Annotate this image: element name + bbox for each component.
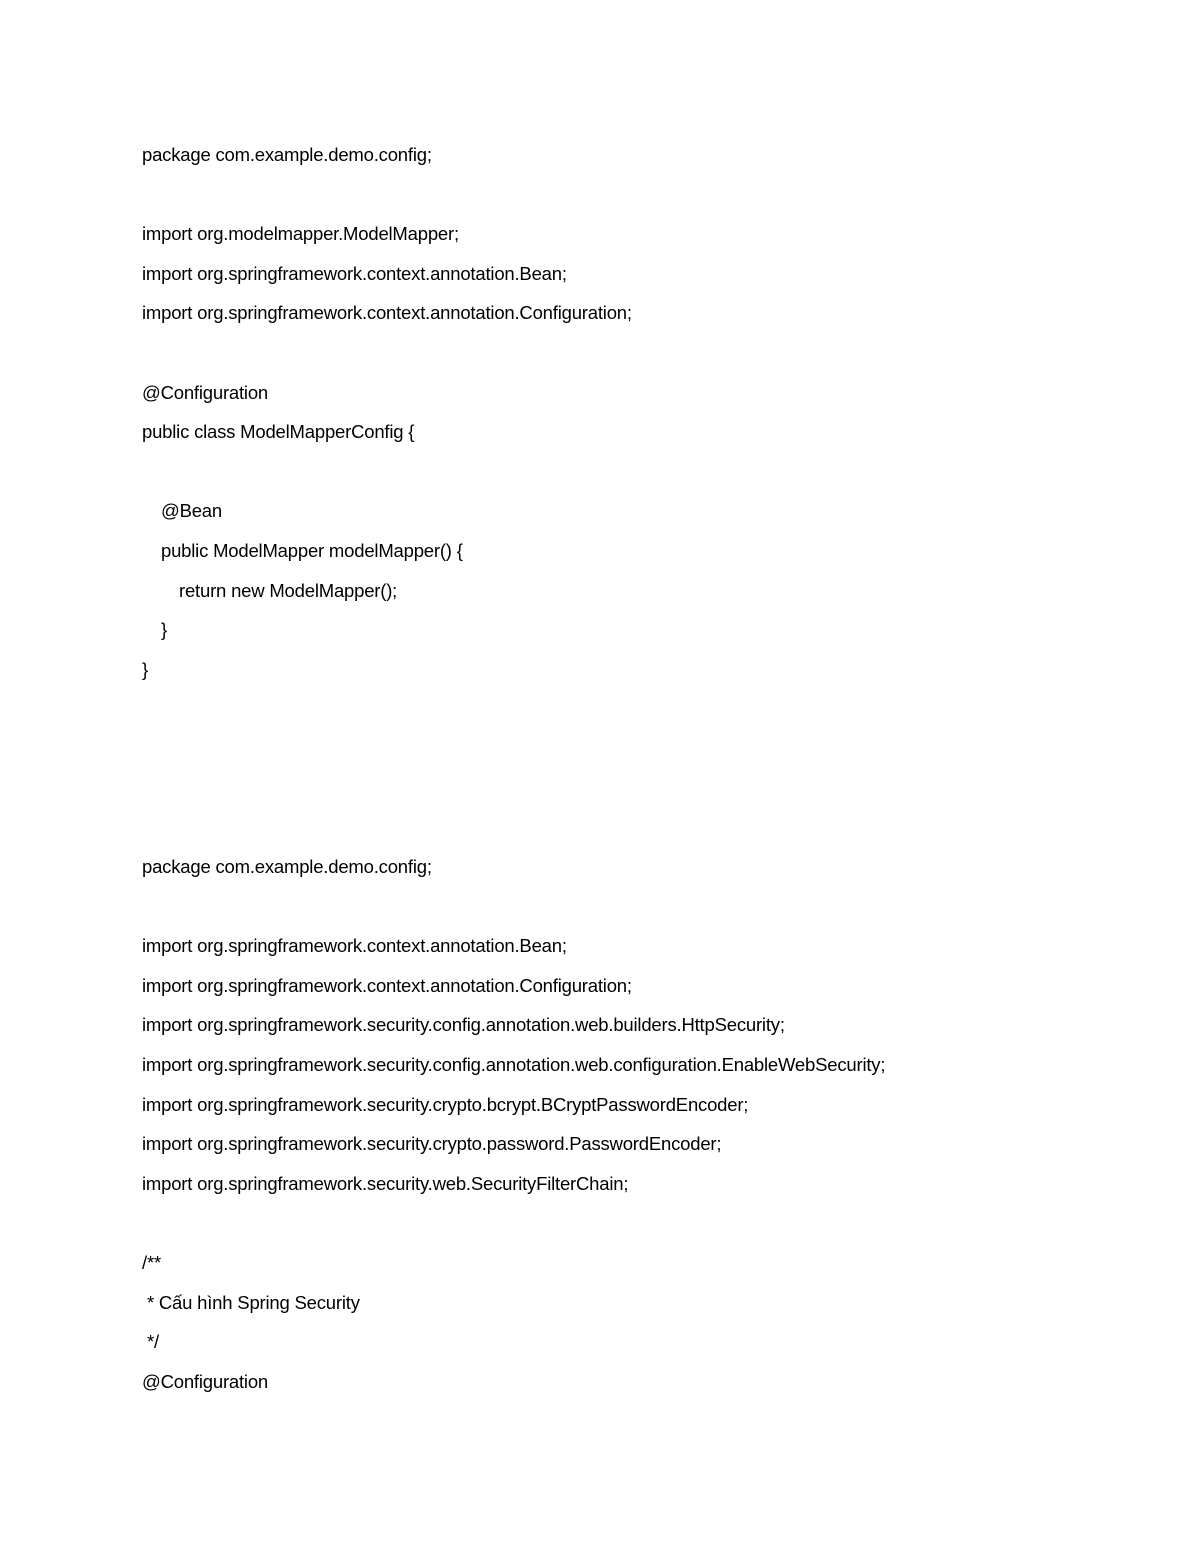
comment-close: */ [142,1331,159,1353]
code-block-security-config [142,853,1142,1407]
class-declaration: public class ModelMapperConfig { [142,421,415,443]
import-line: import org.springframework.security.web.SecurityFilterChain; [142,1172,629,1194]
method-declaration: public ModelMapper modelMapper() { [161,539,463,561]
import-line: import org.springframework.context.annotation.Bean; [142,935,567,957]
import-line: import org.springframework.security.crypto.password.PasswordEncoder; [142,1133,722,1155]
import-line: import org.springframework.context.annotation.Bean; [142,262,567,284]
bean-annotation: @Bean [161,500,222,522]
code-block-model-mapper-config [142,141,1142,695]
blank-line [142,1209,1142,1249]
import-line: import org.springframework.context.annotation.Configuration; [142,974,632,996]
comment-body: * Cấu hình Spring Security [142,1291,360,1313]
blank-line [142,893,1142,933]
package-declaration: package com.example.demo.config; [142,144,432,165]
import-line: import org.springframework.security.crypto.bcrypt.BCryptPasswordEncoder; [142,1093,749,1115]
import-line: import org.springframework.security.config.annotation.web.configuration.EnableWebSecurity; [142,1053,886,1075]
class-annotation: @Configuration [142,381,269,403]
comment-open: /** [142,1251,161,1273]
class-close-brace: } [142,658,148,680]
import-line: import org.springframework.security.config.annotation.web.builders.HttpSecurity; [142,1014,785,1036]
return-statement: return new ModelMapper(); [179,579,398,601]
blank-line [142,339,1142,379]
class-annotation: @Configuration [142,1370,269,1392]
import-line: import org.springframework.context.annotation.Configuration; [142,302,632,324]
package-declaration: package com.example.demo.config; [142,856,432,877]
method-close-brace: } [161,619,167,641]
blank-line [142,458,1142,498]
import-line: import org.modelmapper.ModelMapper; [142,223,459,245]
blank-line [142,181,1142,221]
